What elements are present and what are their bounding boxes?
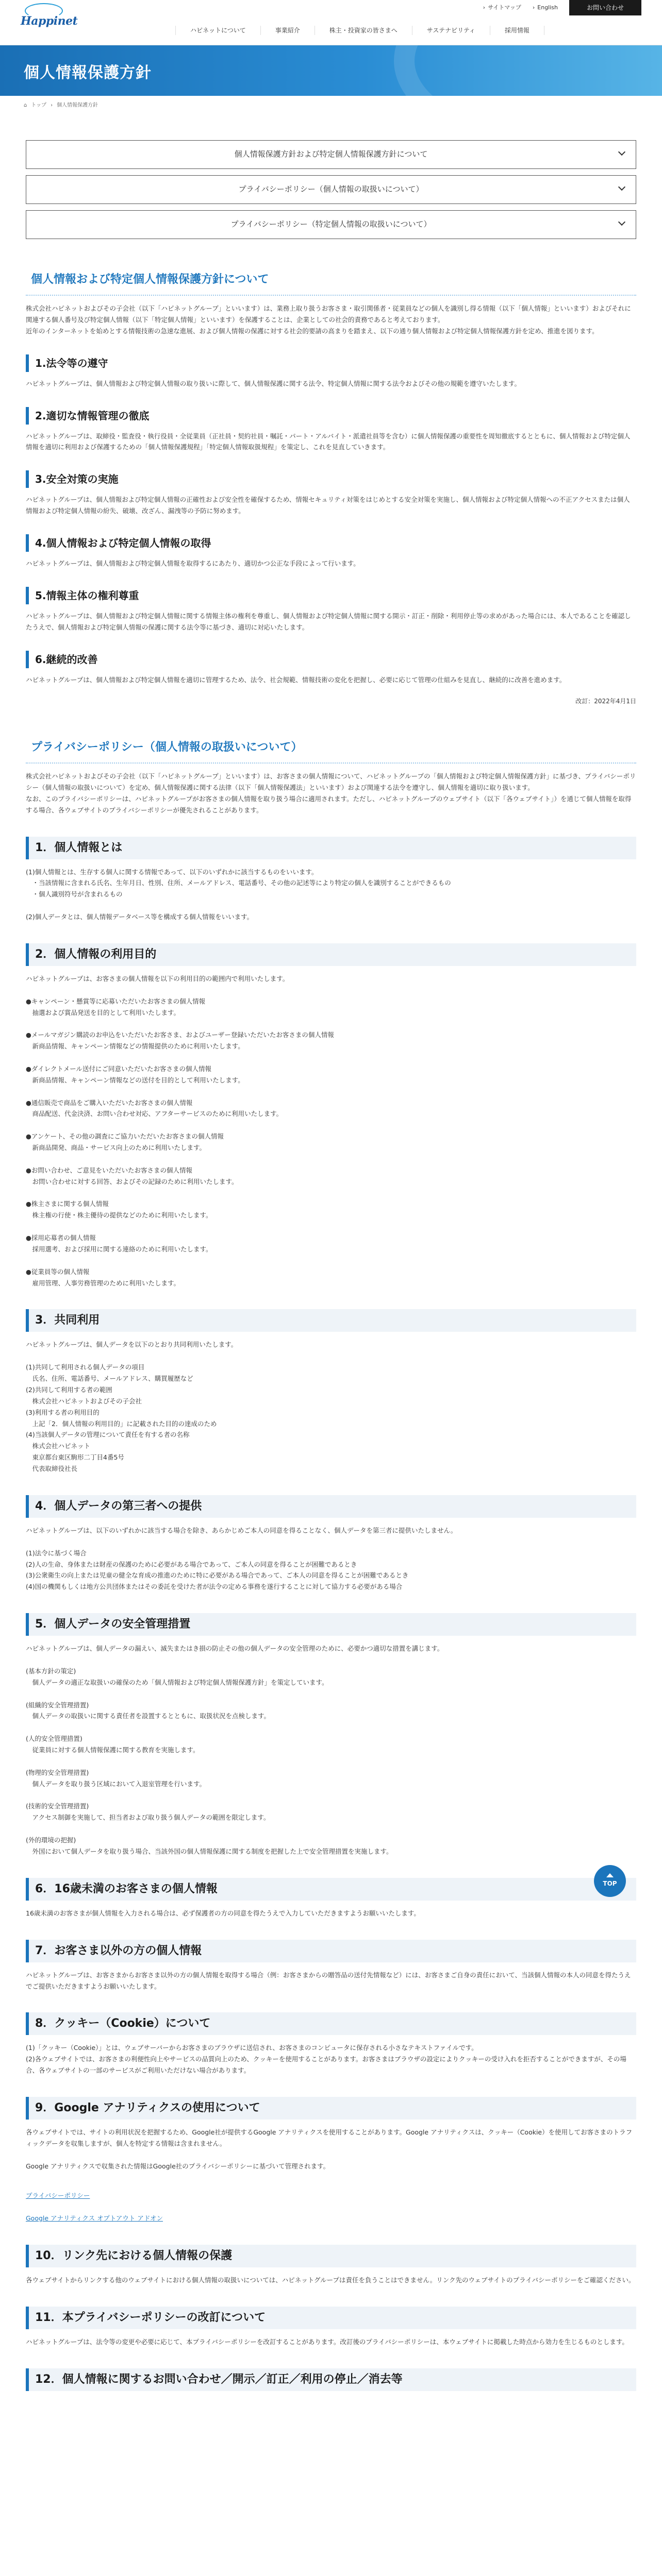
english-link[interactable] xyxy=(533,3,558,12)
privacy-heading: 12．個人情報に関するお問い合わせ／開示／訂正／利用の停止／消去等 xyxy=(26,2368,636,2391)
privacy-heading: 5．個人データの安全管理措置 xyxy=(26,1613,636,1636)
privacy-heading: 9．Google アナリティクスの使用について xyxy=(26,2097,636,2120)
contact-button[interactable]: お問い合わせ xyxy=(569,0,641,15)
nav-item-business[interactable]: 事業紹介 xyxy=(260,26,315,35)
policy-text: ハピネットグループは、取締役・監査役・執行役員・全従業員（正社員・契約社員・嘱託・パート・アルバイト・派遣社員等を含む）に個人情報保護の重要性を周知徹底するとともに、個人情報および特定個人情報を適切に利用および保護するための「個人情報保護規程」「特定個人情報取扱規程」を策定し、これを見直していきます。 xyxy=(26,432,631,451)
privacy-heading: 10．リンク先における個人情報の保護 xyxy=(26,2245,636,2267)
arrow-up-icon xyxy=(606,1873,614,1877)
policy-heading: 6.継続的改善 xyxy=(26,651,636,668)
anchor-label: 個人情報保護方針および特定個人情報保護方針について xyxy=(234,149,428,159)
chevron-right-icon: › xyxy=(532,4,535,11)
privacy-heading: 1．個人情報とは xyxy=(26,837,636,859)
anchor-link-privacy-specific[interactable] xyxy=(26,210,636,239)
policy-text: ハピネットグループは、個人情報および特定個人情報の取り扱いに際して、個人情報保護に関する法令、特定個人情報に関する法令およびその他の規範を遵守いたします。 xyxy=(26,379,521,387)
back-to-top-label: TOP xyxy=(603,1879,617,1887)
privacy-text: ハピネットグループは、個人データの漏えい、滅失またはき損の防止その他の個人データの安全管理のために、必要かつ適切な措置を講じます。 (基本方針の策定) 個人データの適正な取扱いの確保のため「個人情報および特定個人情報保護方針」を策定しています。 (組織的安全管理措置) 個人データの取扱いに関する責任者を設置するとともに、取扱状況を点検します。 (人的安全管理措置) 従業員に対する個人情報保護に関する教育を実施します。 (物理的安全管理措置) 個人データを取り扱う区域において入退室管理を行います。 (技術的安全管理措置) アクセス制御を実施して、担当者および取り扱う個人データの範囲を限定します。 (外的環境の把握) 外国において個人データを取り扱う場合、当該外国の個人情報保護に関する制度を把握した上で安全管理措置を実施します。 xyxy=(26,1645,444,1855)
global-header xyxy=(0,15,662,45)
anchor-label: プライバシーポリシー（特定個人情報の取扱いについて） xyxy=(230,219,432,229)
breadcrumb-current: 個人情報保護方針 xyxy=(57,103,98,108)
happinet-logo[interactable] xyxy=(21,2,78,33)
privacy-section xyxy=(0,738,662,2391)
privacy-text: ハピネットグループは、法令等の変更や必要に応じて、本プライバシーポリシーを改訂することがあります。改訂後のプライバシーポリシーは、本ウェブサイトに掲載した時点から効力を生じるものとします。 xyxy=(26,2337,628,2346)
google-privacy-link[interactable]: プライバシーポリシー xyxy=(26,2192,90,2200)
privacy-text: ハピネットグループは、個人データを以下のとおり共同利用いたします。 (1)共同して利用される個人データの項目 氏名、住所、電話番号、メールアドレス、購買履歴など (2)共同して利用する者の範囲 株式会社ハピネットおよびその子会社 (3)利用する者の利用目的 上記「2．個人情報の利用目的」に記載された目的の達成のため (4)当該個人データの管理について責任を有する者の名称 株式会社ハピネット 東京都台東区駒形二丁目4番5号 代表取締役社長 xyxy=(26,1341,238,1472)
google-optout-link[interactable]: Google アナリティクス オプトアウト アドオン xyxy=(26,2214,163,2223)
privacy-text: (1)「クッキー（Cookie）」とは、ウェブサーバーからお客さまのブラウザに送信され、お客さまのコンピュータに保存される小さなテキストファイルです。 (2)各ウェブサイトでは、お客さまの利便性向上やサービスの品質向上のため、クッキーを使用することがあります。お客さまはブラウザの設定によりクッキーの受け入れを拒否することができますが、その場合、各ウェブサイトの一部のサービスがご利用いただけない場合があります。 xyxy=(26,2044,626,2075)
chevron-right-icon: › xyxy=(483,4,486,11)
nav-item-about[interactable]: ハピネットについて xyxy=(175,26,260,35)
anchor-link-policy[interactable] xyxy=(26,140,636,169)
home-icon: ⌂ xyxy=(24,103,27,108)
page-title: 個人情報保護方針 xyxy=(24,64,152,82)
page-hero xyxy=(0,45,662,96)
section-intro: 株式会社ハピネットおよびその子会社（以下「ハピネットグループ」といいます）は、お客さまの個人情報について、ハピネットグループの「個人情報および特定個人情報保護方針」に基づき、プライバシーポリシー（個人情報の取扱いについて）を定め、個人情報保護に関する法律（以下「個人情報保護法」といいます）および関連する法令を遵守し、個人情報を適切に取り扱います。 なお、このプライバシーポリシーは、ハピネットグループがお客さまの個人情報を取り扱う場合に適用されます。ただし、ハピネットグループのウェブサイト（以下「各ウェブサイト」）を通じて個人情報を取得する場合、各ウェブサイトのプライバシーポリシーが優先されることがあります。 xyxy=(26,772,636,814)
privacy-text: ハピネットグループは、以下のいずれかに該当する場合を除き、あらかじめご本人の同意を得ることなく、個人データを第三者に提供いたしません。 (1)法令に基づく場合 (2)人の生命、身体または財産の保護のために必要がある場合であって、ご本人の同意を得ることが困難であるとき (3)公衆衛生の向上または児童の健全な育成の推進のために特に必要がある場合であって、ご本人の同意を得ることが困難であるとき (4)国の機関もしくは地方公共団体またはその委託を受けた者が法令の定める事務を遂行することに対して協力する必要がある場合 xyxy=(26,1526,457,1591)
logo-wordmark: Happinet xyxy=(21,14,78,28)
policy-heading: 3.安全対策の実施 xyxy=(26,470,636,488)
policy-text: ハピネットグループは、個人情報および特定個人情報の正確性および安全性を確保するため、情報セキュリティ対策をはじめとする安全対策を実施し、個人情報および特定個人情報への不正アクセスまたは個人情報および特定個人情報の紛失、破壊、改ざん、漏洩等の予防に努めます。 xyxy=(26,496,630,515)
nav-item-sustainability[interactable]: サステナビリティ xyxy=(412,26,490,35)
privacy-text: ハピネットグループは、お客さまの個人情報を以下の利用目的の範囲内で利用いたします。 ●キャンペーン・懸賞等に応募いただいたお客さまの個人情報 抽選および賞品発送を目的として利用いたします。 ●メールマガジン購読のお申込をいただいたお客さま、およびユーザー登録いただいたお客さまの個人情報 新商品情報、キャンペーン情報などの情報提供のために利用いたします。 ●ダイレクトメール送付にご同意いただいたお客さまの個人情報 新商品情報、キャンペーン情報などの送付を目的として利用いたします。 ●通信販売で商品をご購入いただいたお客さまの個人情報 商品配送、代金決済、お問い合わせ対応、アフターサービスのために利用いたします。 ●アンケート、その他の調査にご協力いただいたお客さまの個人情報 新商品開発、商品・サービス向上のために利用いたします。 ●お問い合わせ、ご意見をいただいたお客さまの個人情報 お問い合わせに対する回答、およびその記録のために利用いたします。 ●株主さまに関する個人情報 株主権の行使・株主優待の提供などのために利用いたします。 ●採用応募者の個人情報 採用選考、および採用に関する連絡のために利用いたします。 ●従業員等の個人情報 雇用管理、人事労務管理のために利用いたします。 xyxy=(26,974,334,1287)
privacy-heading: 6．16歳未満のお客さまの個人情報 xyxy=(26,1878,636,1901)
policy-text: ハピネットグループは、個人情報および特定個人情報を取得するにあたり、適切かつ公正な手段によって行います。 xyxy=(26,560,360,567)
anchor-link-privacy-personal[interactable] xyxy=(26,175,636,204)
sitemap-label: サイトマップ xyxy=(488,4,521,11)
hero-decoration xyxy=(394,45,662,96)
revision-date: 改訂：2022年4月1日 xyxy=(575,697,636,705)
privacy-text: ハピネットグループは、お客さまからお客さま以外の方の個人情報を取得する場合（例：お客さまからの贈答品の送付先情報など）には、お客さまご自身の責任において、当該個人情報の本人の同意を得たうえでご提供いただきますようお願いいたします。 xyxy=(26,1971,631,1990)
policy-heading: 5.情報主体の権利尊重 xyxy=(26,587,636,604)
policy-heading: 4.個人情報および特定個人情報の取得 xyxy=(26,534,636,552)
privacy-text: 各ウェブサイトでは、サイトの利用状況を把握するため、Google社が提供するGoogle アナリティクスを使用することがあります。Google アナリティクスは、クッキー（Cookie）を使用してお客さまのトラフィックデータを収集しますが、個人を特定する情報は含まれません。 Google アナリティクスで収集された情報はGoogle社のプライバシーポリシーに基づいて管理されます。 xyxy=(26,2128,633,2170)
chevron-down-icon xyxy=(618,218,625,225)
section-intro: 株式会社ハピネットおよびその子会社（以下「ハピネットグループ」といいます）は、業務上取り扱うお客さま・取引関係者・従業員などの個人を識別し得る情報（以下「個人情報」といいます）およびそれに関連する個人番号及び特定個人情報（以下「特定個人情報」といいます）を保護することは、企業としての社会的責務であると考えております。 近年のインターネットを始めとする情報技術の急速な進展、および個人情報の保護に対する社会的要請の高まりを踏まえ、以下の通り個人情報および特定個人情報保護方針を定め、推進を図ります。 xyxy=(26,304,631,335)
privacy-heading: 2．個人情報の利用目的 xyxy=(26,943,636,966)
privacy-heading: 4．個人データの第三者への提供 xyxy=(26,1495,636,1518)
privacy-heading: 11．本プライバシーポリシーの改訂について xyxy=(26,2307,636,2329)
privacy-heading: 8．クッキー（Cookie）について xyxy=(26,2012,636,2035)
sitemap-link[interactable] xyxy=(483,3,521,12)
privacy-text: 各ウェブサイトからリンクする他のウェブサイトにおける個人情報の取扱いについては、ハピネットグループは責任を負うことはできません。リンク先のウェブサイトのプライバシーポリシーをご確認ください。 xyxy=(26,2276,635,2284)
anchor-label: プライバシーポリシー（個人情報の取扱いについて） xyxy=(238,184,424,194)
policy-heading: 2.適切な情報管理の徹底 xyxy=(26,407,636,425)
breadcrumb xyxy=(0,96,662,115)
privacy-heading: 7．お客さま以外の方の個人情報 xyxy=(26,1940,636,1962)
section-title: 個人情報および特定個人情報保護方針について xyxy=(26,270,636,296)
section-title: プライバシーポリシー（個人情報の取扱いについて） xyxy=(26,738,636,764)
policy-section xyxy=(0,270,662,707)
chevron-down-icon xyxy=(618,183,625,190)
nav-item-recruit[interactable]: 採用情報 xyxy=(490,26,544,35)
policy-text: ハピネットグループは、個人情報および特定個人情報を適切に管理するため、法令、社会規範、情報技術の変化を把握し、必要に応じて管理の仕組みを見直し、継続的に改善を進めます。 xyxy=(26,675,566,684)
anchor-links xyxy=(0,115,662,239)
chevron-right-icon: › xyxy=(51,103,53,108)
policy-heading: 1.法令等の遵守 xyxy=(26,354,636,372)
google-links xyxy=(26,2179,636,2225)
privacy-heading: 3．共同利用 xyxy=(26,1309,636,1332)
privacy-text: 16歳未満のお客さまが個人情報を入力される場合は、必ず保護者の方の同意を得たうえで入力していただきますようお願いいたします。 xyxy=(26,1909,420,1917)
back-to-top-button[interactable] xyxy=(594,1865,626,1897)
utility-bar xyxy=(0,0,662,15)
policy-text: ハピネットグループは、個人情報および特定個人情報に関する情報主体の権利を尊重し、個人情報および特定個人情報に関する開示・訂正・削除・利用停止等の求めがあった場合には、本人であることを確認したうえで、個人情報および特定個人情報の保護に関する法令等に基づき、適切に対応いたします。 xyxy=(26,612,631,631)
nav-item-investors[interactable]: 株主・投資家の皆さまへ xyxy=(315,26,412,35)
privacy-text: (1)個人情報とは、生存する個人に関する情報であって、以下のいずれかに該当するものをいいます。 ・当該情報に含まれる氏名、生年月日、性別、住所、メールアドレス、電話番号、その他の記述等により特定の個人を識別することができるもの ・個人識別符号が含まれるもの (2)個人データとは、個人情報データベース等を構成する個人情報をいいます。 xyxy=(26,868,451,921)
global-nav xyxy=(175,26,544,35)
breadcrumb-top[interactable]: トップ xyxy=(31,103,47,108)
english-label: English xyxy=(537,4,558,11)
chevron-down-icon xyxy=(618,148,625,155)
